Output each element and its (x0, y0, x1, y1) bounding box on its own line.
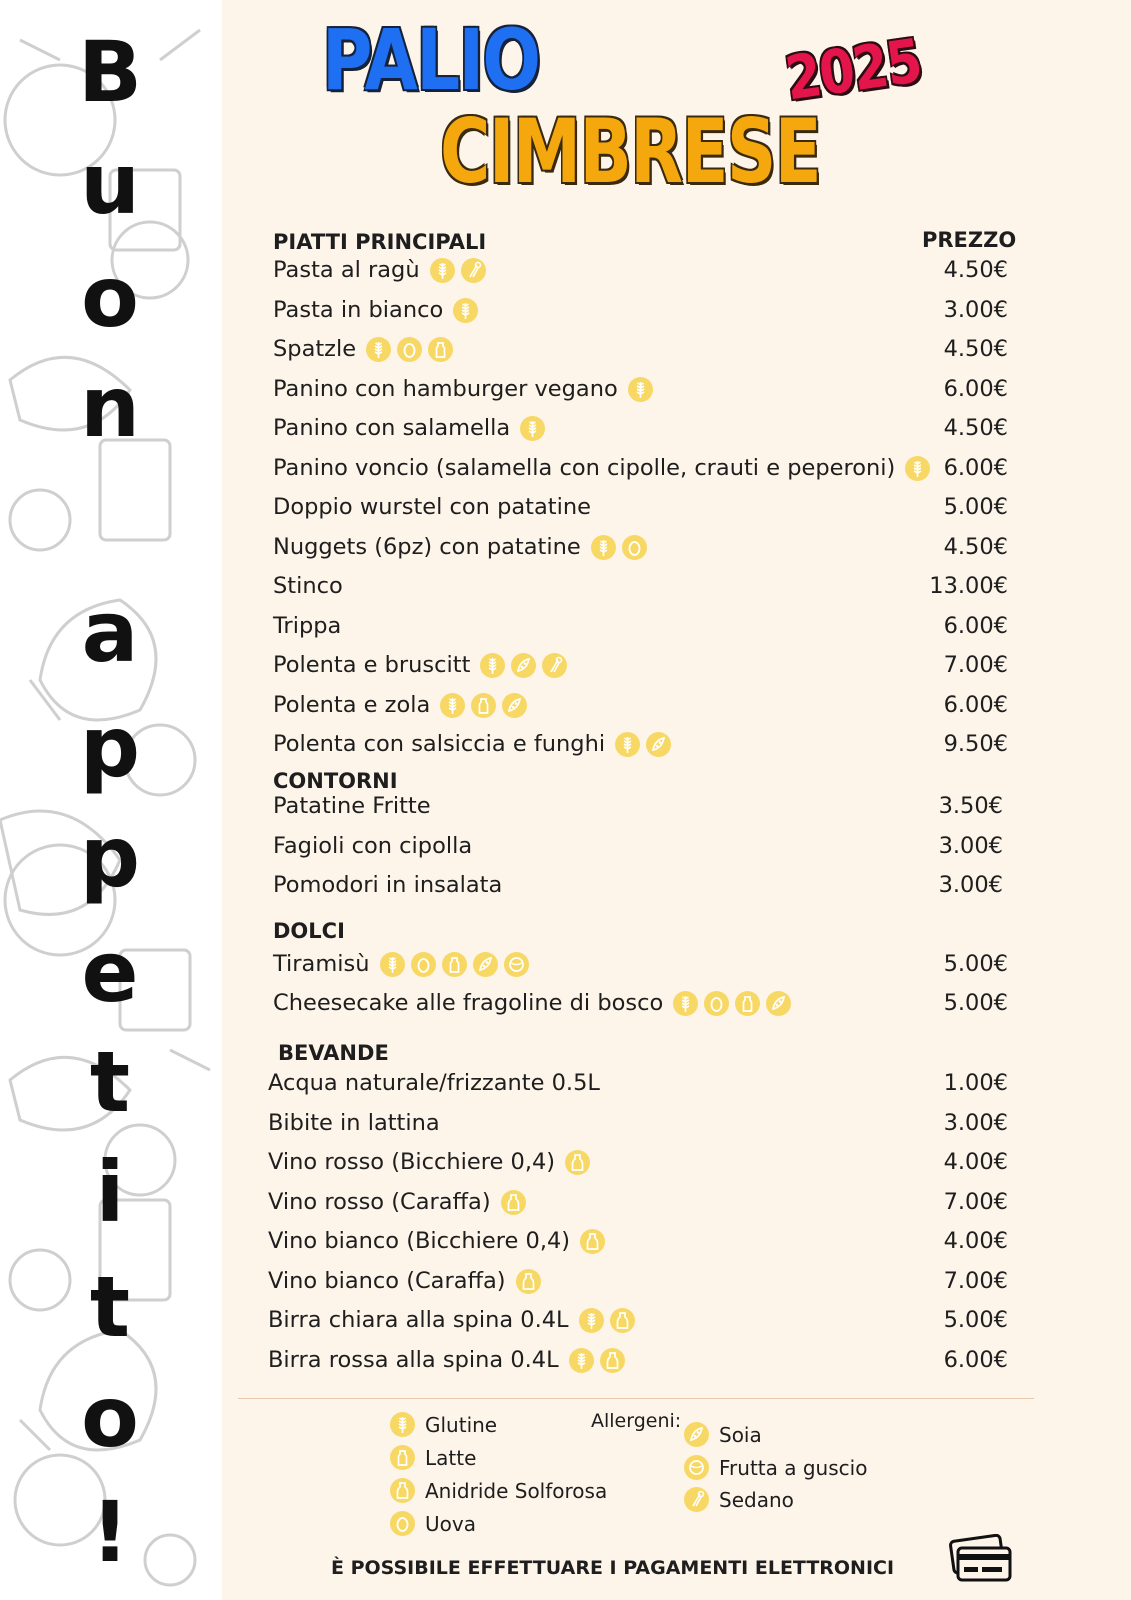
menu-item-price: 3.00€ (943, 1110, 1008, 1136)
menu-item-price: 5.00€ (943, 951, 1008, 977)
menu-item (273, 649, 567, 681)
legend-label: Anidride Solforosa (425, 1478, 608, 1503)
milk-icon (390, 1445, 415, 1470)
legend-label: Uova (425, 1511, 476, 1536)
menu-item (268, 1186, 526, 1218)
sulfite-icon (390, 1478, 415, 1503)
section-heading-drinks: BEVANDE (278, 1041, 389, 1065)
menu-item-name: Vino bianco (Caraffa) (268, 1268, 506, 1294)
legend-item (684, 1455, 867, 1480)
milk-icon (471, 693, 496, 718)
side-letter: o (81, 248, 139, 346)
menu-item-price: 3.00€ (943, 297, 1008, 323)
side-letter: e (81, 923, 139, 1021)
side-letter: i (95, 1143, 125, 1241)
menu-item-price: 3.00€ (938, 872, 1003, 898)
celery-icon (684, 1487, 709, 1512)
menu-item-price: 13.00€ (929, 573, 1008, 599)
legend-item (390, 1511, 476, 1536)
menu-item-name: Polenta e zola (273, 692, 431, 718)
side-letter: u (80, 135, 140, 233)
grain-icon (430, 258, 455, 283)
menu-item-name: Acqua naturale/frizzante 0.5L (268, 1070, 600, 1096)
menu-item-price: 3.00€ (938, 833, 1003, 859)
legend-item (390, 1412, 497, 1437)
menu-item-price: 4.50€ (943, 534, 1008, 560)
legend-item (390, 1445, 476, 1470)
menu-item-price: 7.00€ (943, 1268, 1008, 1294)
menu-item-name: Nuggets (6pz) con patatine (273, 534, 581, 560)
menu-item-name: Bibite in lattina (268, 1110, 440, 1136)
menu-item (273, 689, 527, 721)
title-palio: PALIO (322, 11, 540, 109)
menu-item-name: Polenta con salsiccia e funghi (273, 731, 606, 757)
menu-item (273, 452, 930, 484)
grain-icon (615, 732, 640, 757)
menu-item-price: 7.00€ (943, 652, 1008, 678)
side-letter: t (89, 1033, 131, 1131)
menu-item (268, 1304, 635, 1336)
side-banner (0, 0, 222, 1600)
menu-item-price: 6.00€ (943, 613, 1008, 639)
menu-item (273, 412, 545, 444)
legend-title: Allergeni: (591, 1410, 682, 1432)
menu-item-name: Tiramisù (273, 951, 370, 977)
menu-item-price: 1.00€ (943, 1070, 1008, 1096)
sulfite-icon (610, 1308, 635, 1333)
section-heading-sides: CONTORNI (273, 769, 398, 793)
menu-item-name: Panino con hamburger vegano (273, 376, 618, 402)
menu-item (273, 987, 791, 1019)
egg-icon (397, 337, 422, 362)
menu-item (268, 1344, 625, 1376)
menu-item (273, 830, 476, 862)
menu-item (273, 570, 347, 602)
menu-item-name: Vino rosso (Caraffa) (268, 1189, 491, 1215)
legend-label: Frutta a guscio (719, 1455, 868, 1480)
payment-note: È POSSIBILE EFFETTUARE I PAGAMENTI ELETTRONICI (331, 1557, 895, 1579)
menu-item-name: Doppio wurstel con patatine (273, 494, 591, 520)
menu-item-name: Cheesecake alle fragoline di bosco (273, 990, 664, 1016)
sulfite-icon (580, 1229, 605, 1254)
egg-icon (704, 991, 729, 1016)
sulfite-icon (516, 1269, 541, 1294)
menu-item (273, 373, 653, 405)
menu-item (273, 728, 671, 760)
sulfite-icon (565, 1150, 590, 1175)
menu-item (273, 790, 435, 822)
side-letter: n (80, 358, 140, 456)
price-column-header: PREZZO (922, 228, 1017, 252)
menu-item-price: 4.50€ (943, 336, 1008, 362)
menu-item-name: Pomodori in insalata (273, 872, 503, 898)
title-cimbrese: CIMBRESE (440, 100, 821, 203)
menu-item-name: Panino con salamella (273, 415, 511, 441)
menu-item (268, 1146, 590, 1178)
menu-item-price: 6.00€ (943, 692, 1008, 718)
nut-icon (504, 952, 529, 977)
sulfite-icon (600, 1348, 625, 1373)
grain-icon (366, 337, 391, 362)
menu-item (268, 1067, 604, 1099)
grain-icon (591, 535, 616, 560)
food-doodle-pattern (0, 0, 222, 1600)
grain-icon (520, 416, 545, 441)
grain-icon (673, 991, 698, 1016)
menu-item-name: Pasta al ragù (273, 257, 420, 283)
legend-item (684, 1487, 794, 1512)
menu-item (268, 1265, 541, 1297)
menu-item-name: Trippa (273, 613, 342, 639)
menu-item (273, 491, 595, 523)
menu-item-name: Vino rosso (Bicchiere 0,4) (268, 1149, 556, 1175)
credit-card-icon (948, 1534, 1014, 1584)
side-letter: o (81, 1368, 139, 1466)
menu-item (273, 531, 647, 563)
legend-item (684, 1422, 762, 1447)
menu-item (273, 610, 345, 642)
title-year: 2025 (781, 26, 925, 115)
legend-item (390, 1478, 607, 1503)
menu-item (273, 333, 453, 365)
menu-item (273, 948, 529, 980)
menu-item-name: Panino voncio (salamella con cipolle, crauti e peperoni) (273, 455, 896, 481)
side-letter: B (77, 23, 143, 121)
menu-item-price: 4.50€ (943, 257, 1008, 283)
menu-item-price: 5.00€ (943, 990, 1008, 1016)
soy-icon (502, 693, 527, 718)
menu-item-price: 7.00€ (943, 1189, 1008, 1215)
menu-item (273, 254, 486, 286)
grain-icon (453, 298, 478, 323)
section-heading-main: PIATTI PRINCIPALI (273, 230, 487, 254)
legend-label: Sedano (719, 1487, 794, 1512)
menu-item (268, 1107, 444, 1139)
menu-item-price: 4.00€ (943, 1228, 1008, 1254)
menu-item-name: Stinco (273, 573, 343, 599)
menu-item-name: Pasta in bianco (273, 297, 444, 323)
menu-item-price: 6.00€ (943, 1347, 1008, 1373)
grain-icon (380, 952, 405, 977)
grain-icon (628, 377, 653, 402)
menu-item-price: 5.00€ (943, 494, 1008, 520)
legend-label: Latte (425, 1445, 477, 1470)
menu-item-name: Birra chiara alla spina 0.4L (268, 1307, 569, 1333)
menu-item-price: 6.00€ (943, 455, 1008, 481)
egg-icon (411, 952, 436, 977)
milk-icon (428, 337, 453, 362)
celery-icon (542, 653, 567, 678)
side-letter: t (89, 1258, 131, 1356)
menu-item-name: Polenta e bruscitt (273, 652, 471, 678)
menu-item (273, 294, 478, 326)
side-letter: p (79, 698, 141, 796)
menu-item-price: 5.00€ (943, 1307, 1008, 1333)
menu-item (273, 869, 506, 901)
side-letter: ! (90, 1483, 130, 1581)
milk-icon (735, 991, 760, 1016)
egg-icon (390, 1511, 415, 1536)
egg-icon (622, 535, 647, 560)
grain-icon (480, 653, 505, 678)
soy-icon (473, 952, 498, 977)
menu-item-price: 3.50€ (938, 793, 1003, 819)
milk-icon (442, 952, 467, 977)
menu-item-price: 4.50€ (943, 415, 1008, 441)
nut-icon (684, 1455, 709, 1480)
celery-icon (461, 258, 486, 283)
menu-item-name: Spatzle (273, 336, 357, 362)
menu-item-name: Birra rossa alla spina 0.4L (268, 1347, 559, 1373)
grain-icon (390, 1412, 415, 1437)
side-letter: p (79, 808, 141, 906)
menu-item-name: Vino bianco (Bicchiere 0,4) (268, 1228, 571, 1254)
menu-item-price: 9.50€ (943, 731, 1008, 757)
soy-icon (646, 732, 671, 757)
soy-icon (511, 653, 536, 678)
sulfite-icon (501, 1190, 526, 1215)
menu-item-name: Patatine Fritte (273, 793, 431, 819)
soy-icon (684, 1422, 709, 1447)
legend-label: Soia (719, 1422, 762, 1447)
menu-item (268, 1225, 605, 1257)
menu-item-price: 6.00€ (943, 376, 1008, 402)
soy-icon (766, 991, 791, 1016)
grain-icon (569, 1348, 594, 1373)
grain-icon (579, 1308, 604, 1333)
legend-label: Glutine (425, 1412, 498, 1437)
divider (238, 1398, 1034, 1399)
side-letter: a (81, 583, 139, 681)
menu-item-price: 4.00€ (943, 1149, 1008, 1175)
grain-icon (440, 693, 465, 718)
section-heading-desserts: DOLCI (273, 919, 345, 943)
menu-item-name: Fagioli con cipolla (273, 833, 473, 859)
